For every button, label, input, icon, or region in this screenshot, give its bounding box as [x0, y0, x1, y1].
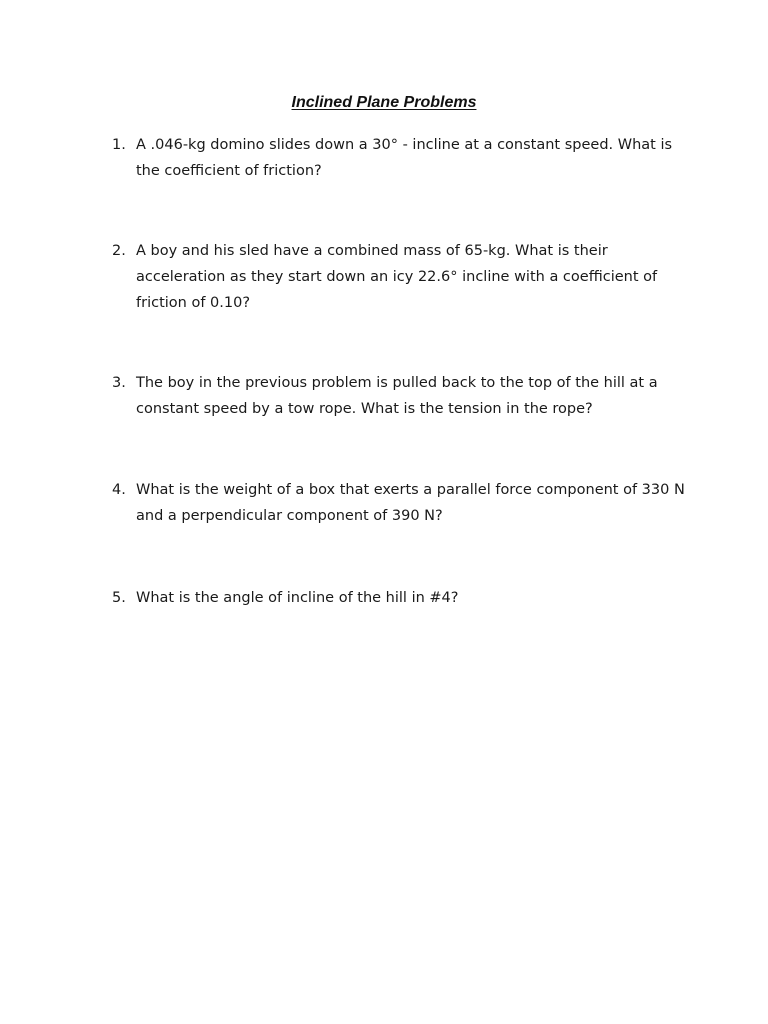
page-title: Inclined Plane Problems	[291, 94, 477, 111]
question-number: 4.	[112, 482, 126, 498]
question-text: The boy in the previous problem is pulled back to the top of the hill at a constant speed by a tow rope. What is the tension in the rope?	[136, 375, 658, 417]
question-text: What is the weight of a box that exerts a parallel force component of 330 N and a perpendicular component of 390 N?	[136, 482, 685, 524]
question-number: 1.	[112, 137, 126, 153]
question-item-4	[112, 477, 692, 529]
question-text: A .046-kg domino slides down a 30° - incline at a constant speed. What is the coefficient of friction?	[136, 137, 673, 179]
question-number: 2.	[112, 243, 126, 259]
question-number: 5.	[112, 590, 126, 606]
question-text: A boy and his sled have a combined mass of 65-kg. What is their acceleration as they start down an icy 22.6° incline with a coefficient of friction of 0.10?	[136, 243, 658, 311]
question-item-1	[112, 132, 692, 184]
question-item-5	[112, 585, 692, 611]
question-number: 3.	[112, 375, 126, 391]
question-text: What is the angle of incline of the hill in #4?	[136, 590, 459, 606]
question-item-2	[112, 238, 692, 316]
question-item-3	[112, 370, 692, 422]
